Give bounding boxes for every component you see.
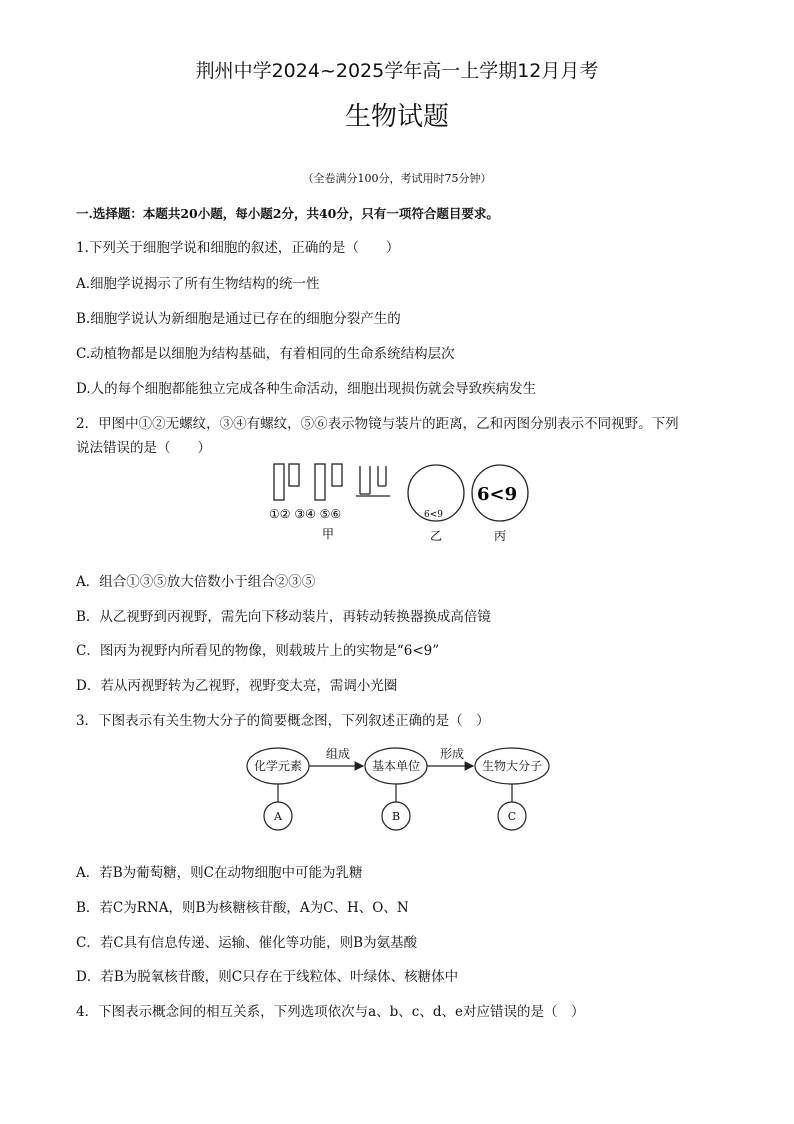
question-2-option-d: D．若从丙视野转为乙视野，视野变太亮，需调小光圈 — [76, 678, 398, 694]
node-elements-label: 化学元素 — [253, 759, 303, 773]
view-bing-text: 6<9 — [477, 484, 518, 505]
question-2-option-b: B．从乙视野到丙视野，需先向下移动装片，再转动转换器换成高倍镜 — [76, 609, 491, 625]
question-1-option-d: D.人的每个细胞都能独立完成各种生命活动，细胞出现损伤就会导致疾病发生 — [76, 381, 537, 397]
question-1-option-c: C.动植物都是以细胞为结构基础，有着相同的生命系统结构层次 — [76, 346, 455, 362]
arrow-compose-label: 组成 — [325, 747, 351, 761]
exam-note: （全卷满分100分，考试用时75分钟） — [302, 172, 492, 185]
concept-map-figure — [240, 740, 560, 834]
node-basic-unit-label: 基本单位 — [371, 759, 421, 773]
label-jia: 甲 — [322, 527, 335, 541]
label-yi: 乙 — [430, 529, 443, 543]
view-yi-text: 6<9 — [424, 510, 443, 520]
question-2-option-a: A．组合①③⑤放大倍数小于组合②③⑤ — [76, 574, 316, 590]
circle-b-label: B — [391, 810, 401, 823]
question-1-stem: 1.下列关于细胞学说和细胞的叙述，正确的是（ ） — [76, 240, 400, 256]
arrow-form-label: 形成 — [439, 747, 465, 761]
subject-title: 生物试题 — [344, 102, 449, 132]
question-3-option-c: C．若C具有信息传递、运输、催化等功能，则B为氨基酸 — [76, 935, 418, 951]
label-bing: 丙 — [494, 529, 507, 543]
objective-short — [332, 464, 342, 486]
microscope-figure — [262, 456, 542, 546]
labels-row: ①② ③④ ⑤⑥ — [269, 507, 342, 521]
question-4-stem: 4．下图表示概念间的相互关系，下列选项依次与a、b、c、d、e对应错误的是（ ） — [76, 1004, 585, 1020]
circle-a-label: A — [274, 810, 282, 823]
exam-title: 荆州中学2024~2025学年高一上学期12月月考 — [195, 60, 599, 82]
circle-c-label: C — [507, 810, 517, 823]
node-macromolecule-label: 生物大分子 — [481, 759, 543, 773]
question-1-option-b: B.细胞学说认为新细胞是通过已存在的细胞分裂产生的 — [76, 311, 401, 327]
eyepiece-short — [289, 464, 299, 486]
distance-marks — [360, 466, 386, 494]
question-3-stem: 3．下图表示有关生物大分子的简要概念图，下列叙述正确的是（ ） — [76, 713, 490, 729]
question-3-option-d: D．若B为脱氧核苷酸，则C只存在于线粒体、叶绿体、核糖体中 — [76, 969, 459, 985]
section-heading: 一.选择题：本题共20小题，每小题2分，共40分，只有一项符合题目要求。 — [76, 206, 499, 221]
objective-long — [315, 464, 325, 500]
eyepiece-long — [274, 464, 284, 500]
question-2-stem-line1: 2．甲图中①②无螺纹，③④有螺纹，⑤⑥表示物镜与装片的距离，乙和丙图分别表示不同视野。下列 — [76, 416, 679, 432]
question-3-option-a: A．若B为葡萄糖，则C在动物细胞中可能为乳糖 — [76, 865, 363, 881]
question-1-option-a: A.细胞学说揭示了所有生物结构的统一性 — [76, 276, 320, 292]
question-3-option-b: B．若C为RNA，则B为核糖核苷酸，A为C、H、O、N — [76, 900, 409, 916]
question-2-option-c: C．图丙为视野内所看见的物像，则载玻片上的实物是“6<9” — [76, 643, 440, 659]
distance-bases — [360, 486, 386, 494]
question-2-stem-line2: 说法错误的是（ ） — [76, 440, 211, 456]
